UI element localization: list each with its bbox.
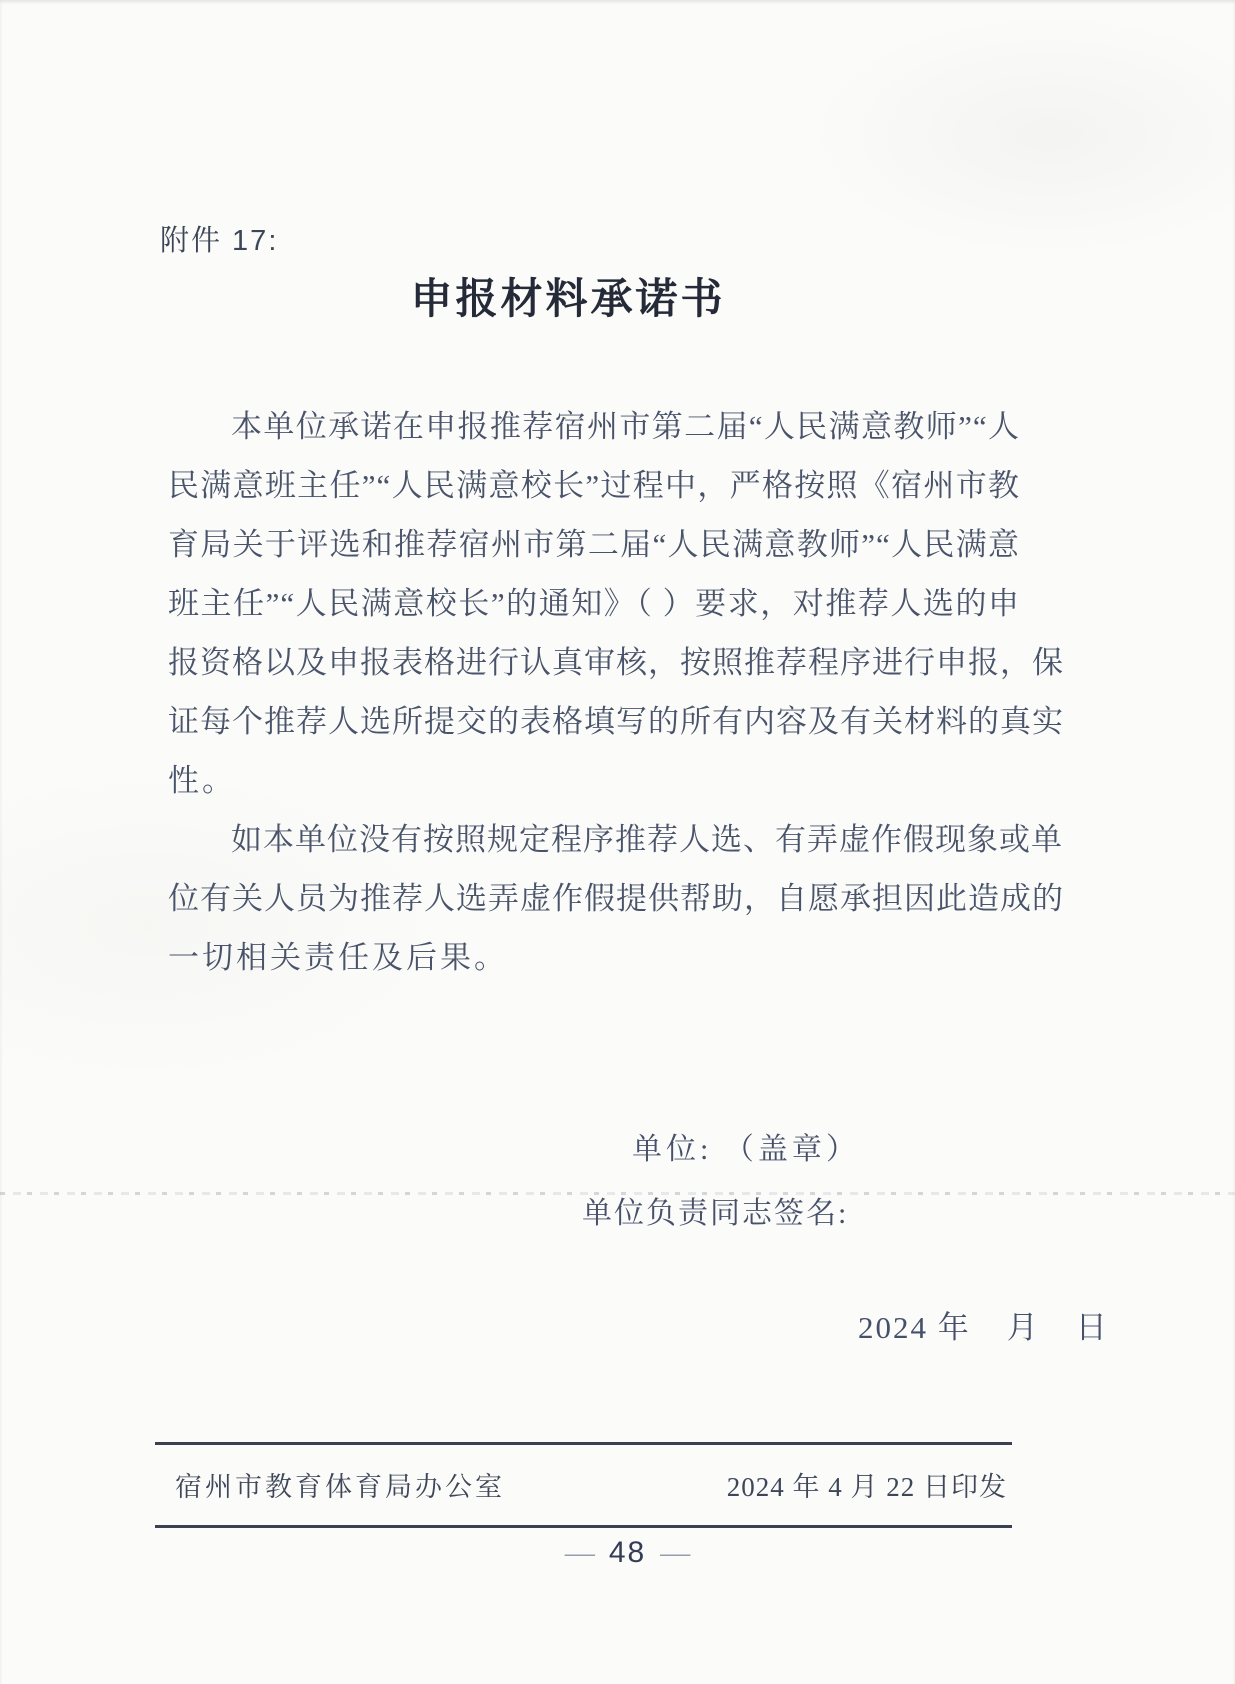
footer-issue-date: 2024 年 4 月 22 日印发 (726, 1472, 1007, 1502)
date-day: 日 (1075, 1310, 1109, 1345)
page-number-value: 48 (608, 1536, 647, 1569)
footer-issuer: 宿州市教育体育局办公室 (175, 1472, 505, 1502)
page-number (10, 1536, 1235, 1570)
footer-rule-top (155, 1442, 1012, 1445)
body-text (168, 397, 1064, 987)
body-line: 如本单位没有按照规定程序推荐人选、有弄虚作假现象或单 (231, 822, 1063, 857)
date-month: 月 (1006, 1310, 1040, 1345)
body-line: 证每个推荐人选所提交的表格填写的所有内容及有关材料的真实 (168, 704, 1064, 739)
body-line: 报资格以及申报表格进行认真审核，按照推荐程序进行申报，保 (168, 645, 1064, 680)
signer-line: 单位负责同志签名: (582, 1197, 849, 1230)
page-number-dash-left: — (564, 1536, 595, 1569)
body-line: 本单位承诺在申报推荐宿州市第二届“人民满意教师”“人 (231, 409, 1020, 444)
date-year: 2024 年 (858, 1310, 971, 1345)
body-line: 位有关人员为推荐人选弄虚作假提供帮助，自愿承担因此造成的 (168, 881, 1064, 916)
body-line: 班主任”“人民满意校长”的通知》（ ）要求，对推荐人选的申 (168, 586, 1020, 621)
footer-rule-bottom (155, 1525, 1012, 1528)
unit-seal-line: 单位: （盖章） (632, 1133, 860, 1166)
page-number-dash-right: — (660, 1536, 691, 1569)
body-line: 性。 (168, 763, 236, 798)
body-line: 一切相关责任及后果。 (168, 940, 508, 975)
date-line (858, 1302, 1109, 1347)
body-line: 民满意班主任”“人民满意校长”过程中，严格按照《宿州市教 (168, 468, 1020, 503)
body-line: 育局关于评选和推荐宿州市第二届“人民满意教师”“人民满意 (168, 527, 1020, 562)
document-title: 申报材料承诺书 (410, 277, 726, 323)
attachment-label: 附件 17: (160, 225, 279, 257)
